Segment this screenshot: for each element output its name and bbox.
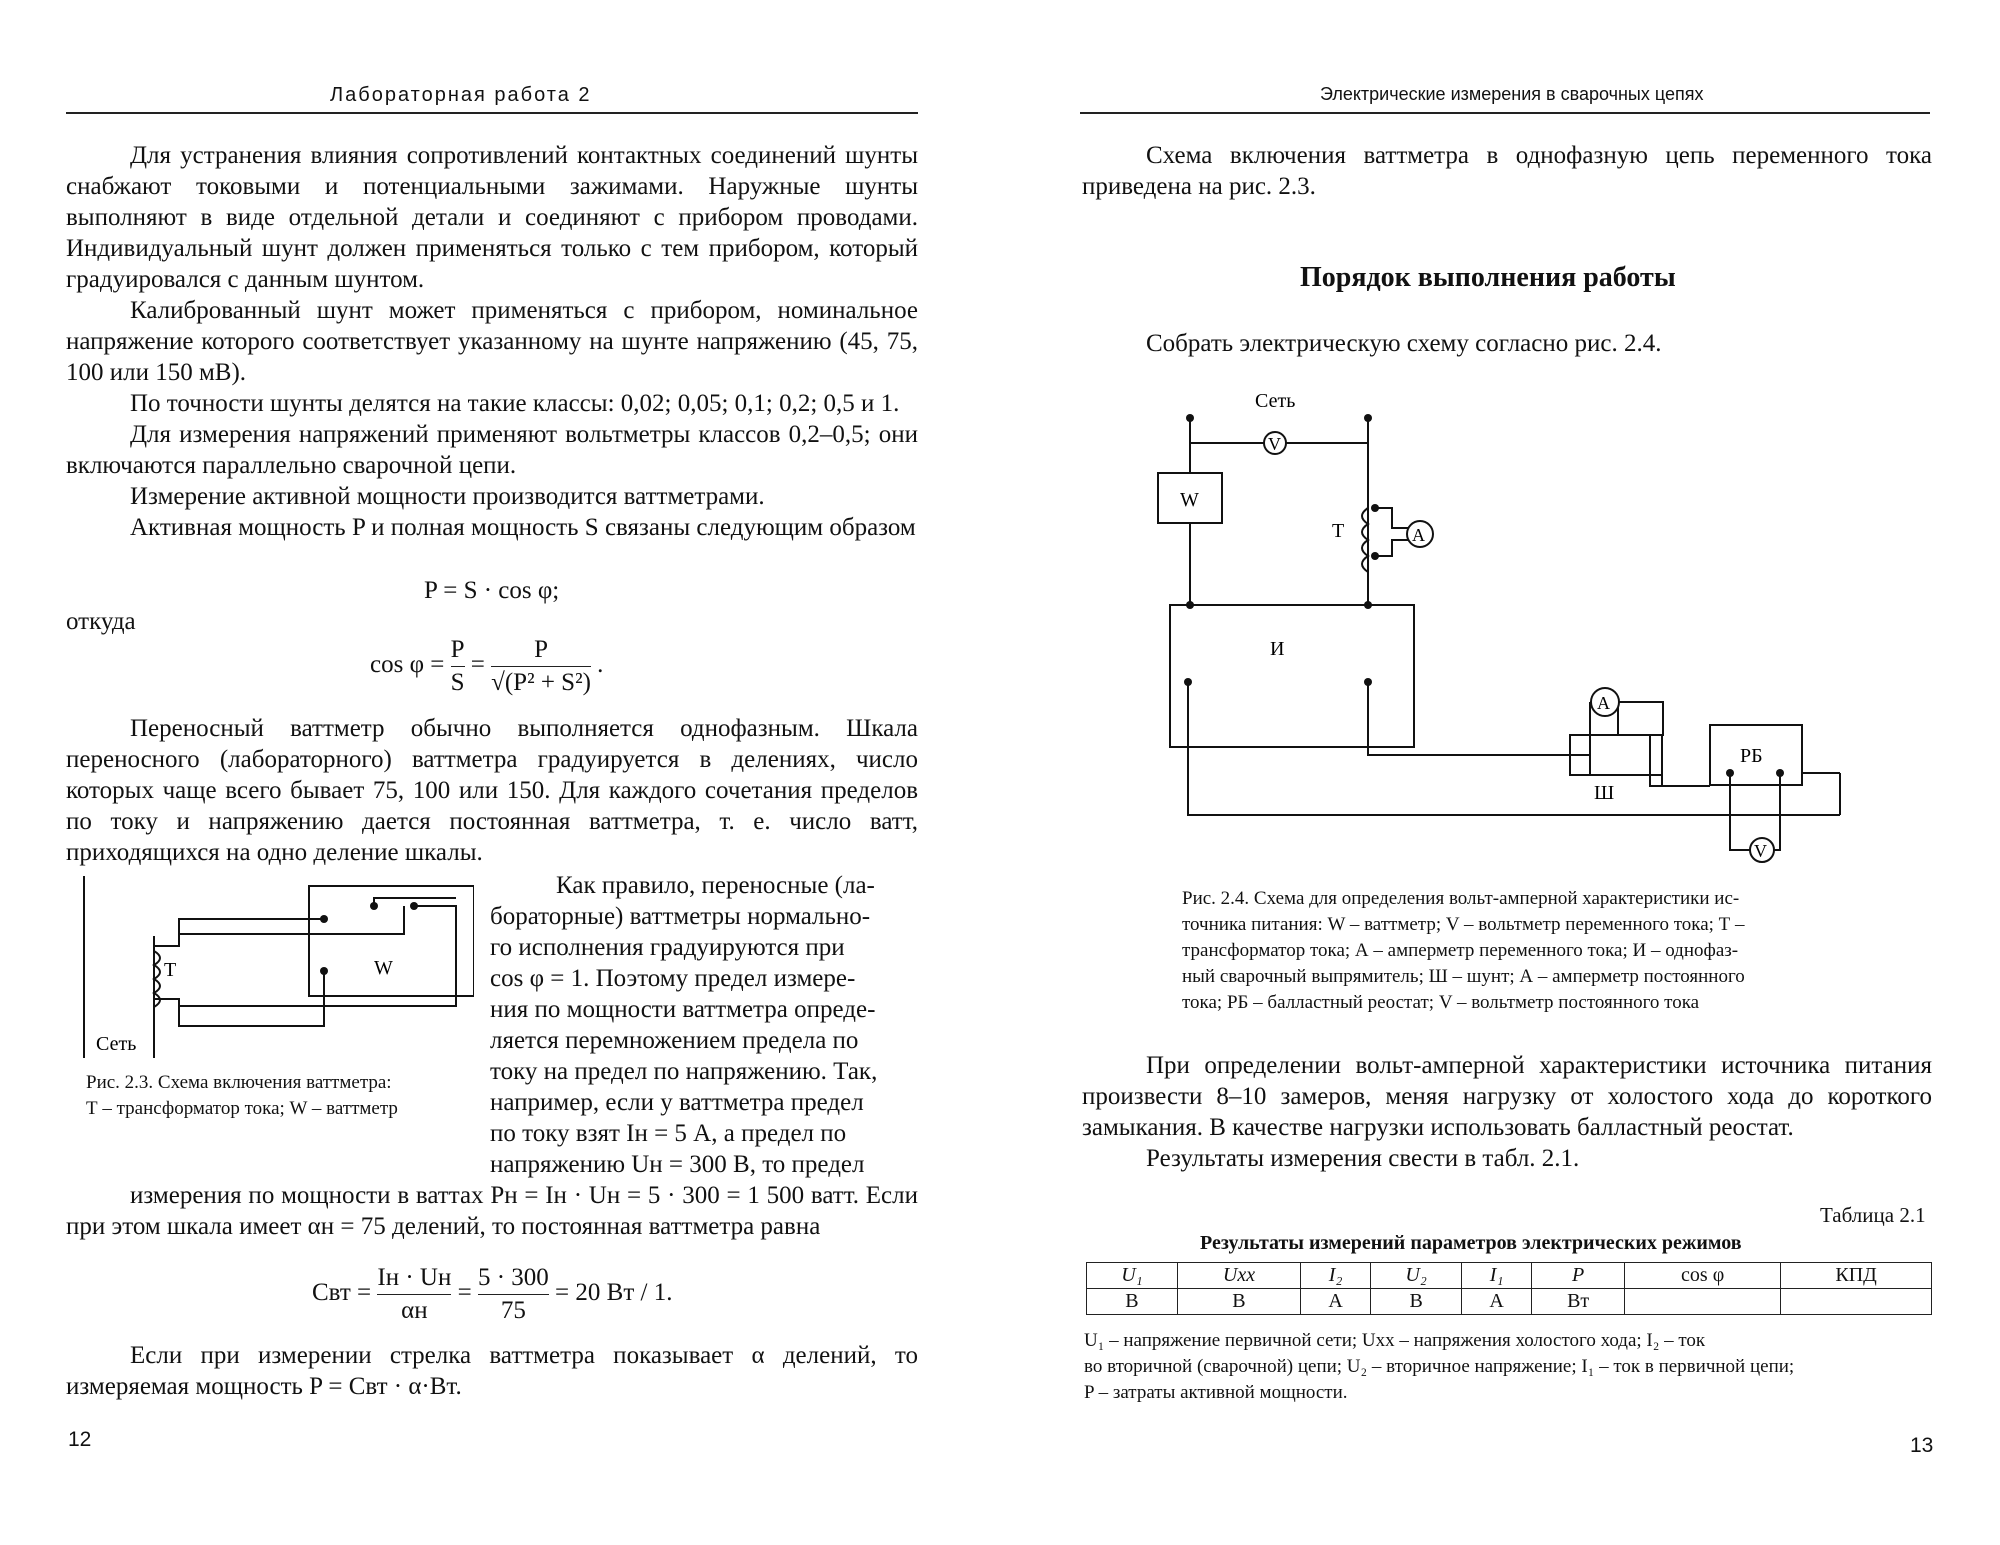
table-header-cell: Uхх [1177,1263,1300,1289]
side-text: Как правило, переносные (ла- бораторные) ваттметры нормально- го исполнения градуируются при cos φ = 1. Поэтому предел измере- ния по мощности ваттметра опреде- ляется перемножением предела по току на предел по напряжению. Так, например, если у ваттметра предел по току взят Iн = 5 А, а предел по напряжению Uн = 300 В, то предел [490,872,878,1178]
formula-lhs: Cвт = [312,1279,372,1307]
paragraph-measured-power: Если при измерении стрелка ваттметра показывает α делений, то измеряемая мощность P = Cвт · α·Вт. [66,1342,918,1400]
table-header-cell: P [1532,1263,1625,1289]
table-header-cell: I₂ [1301,1263,1371,1289]
text-otkuda: откуда [66,608,136,635]
running-header-right: Электрические измерения в сварочных цепях [1320,84,1704,104]
wattmeter-label: W [374,957,393,979]
figure-2-4-diagram [1150,380,1850,870]
table-cell: В [1177,1289,1300,1315]
rheostat-label: РБ [1740,745,1763,767]
figure-2-4-caption: Рис. 2.4. Схема для определения вольт-амперной характеристики ис- точника питания: W – ваттметр; V – вольтметр переменного тока; Т – трансформатор тока; А – амперметр переменного тока; И – однофаз- ный сварочный выпрямитель; Ш – шунт; А – амперметр постоянного тока; РБ – балластный реостат; V – вольтметр постоянного тока [1182,888,1745,1013]
formula-wattmeter-constant: Cвт = $\frac{Iн \cdot Uн}{\alpha н}$ = $\frac{5 \cdot 300}{75}$ = 20 Вт / 1. [312,1262,672,1327]
shunt-label: Ш [1594,782,1615,804]
wattmeter-label: W [1180,489,1199,511]
table-cell: В [1371,1289,1462,1315]
ac-voltmeter-label: V [1268,434,1281,454]
figure-2-3-diagram [74,876,474,1058]
paragraph-results: Результаты измерения свести в табл. 2.1. [1146,1145,1580,1172]
paragraph-power-relation: Активная мощность P и полная мощность S связаны следующим образом [130,514,916,541]
paragraph-voltmeters: Для измерения напряжений применяют вольтметры классов 0,2–0,5; они включаются параллельно сварочной цепи. [66,421,918,479]
table-header-cell: I₁ [1462,1263,1532,1289]
table-header-cell: U₁ [1087,1263,1178,1289]
paragraph-calibrated-shunt: Калиброванный шунт может применяться с прибором, номинальное напряжение которого соответствует указанному на шунте напряжению (45, 75, 100 или 150 мВ). [66,297,918,386]
header-rule [66,112,918,114]
table-header-cell: cos φ [1625,1263,1781,1289]
formula-power: P = S · cos φ; [424,577,560,604]
table-cell: Вт [1532,1289,1625,1315]
fraction-p-sqrt: $\frac{P}{\text{√(P² + S²)}}$ [491,634,591,699]
table-title: Результаты измерений параметров электрических режимов [1200,1232,1742,1254]
table-header-cell: КПД [1781,1263,1932,1289]
paragraph-shunts: Для устранения влияния сопротивлений контактных соединений шунты снабжают токовыми и потенциальными зажимами. Наружные шунты выполняют в виде отдельной детали и соединяют с прибором проводами. Индивидуальный шунт должен применяться только с тем прибором, который градуировался с данным шунтом. [66,142,918,293]
table-cell: А [1462,1289,1532,1315]
right-page [1000,0,2000,1545]
paragraph-power-limit: измерения по мощности в ваттах Pн = Iн · Uн = 5 · 300 = 1 500 ватт. Если при этом шкала имеет αн = 75 делений, то постоянная ваттметра равна [66,1182,918,1240]
table-cell: А [1301,1289,1371,1315]
wattmeter-box [309,886,474,996]
net-label: Сеть [96,1033,137,1055]
dc-voltmeter-label: V [1754,841,1767,861]
transformer-label: T [1332,520,1345,542]
rectifier-label: И [1270,638,1285,660]
rectifier-box [1170,605,1414,747]
ac-ammeter-label: A [1412,525,1425,545]
paragraph-measurements: При определении вольт-амперной характеристики источника питания произвести 8–10 замеров, меняя нагрузку от холостого хода до короткого замыкания. В качестве нагрузки использовать балластный реостат. [1082,1052,1932,1141]
instruction-text: Собрать электрическую схему согласно рис. 2.4. [1146,330,1662,357]
table-cell: В [1087,1289,1178,1315]
paragraph-portable-wattmeter: Переносный ваттметр обычно выполняется однофазным. Шкала переносного (лабораторного) ваттметра градуируется в делениях, число которых чаще всего бывает 75, 100 или 150. Для каждого сочетания пределов по току и напряжению дается постоянная ваттметра, т. е. число ватт, приходящихся на одно деление шкалы. [66,715,918,866]
dc-ammeter-label: A [1597,693,1610,713]
table-note: U₁ – напряжение первичной сети; Uхх – напряжения холостого хода; I₂ – ток во вторичной (сварочной) цепи; U₂ – вторичное напряжение; I₁ – ток в первичной цепи; P – затраты активной мощности. [1084,1330,1795,1403]
table-label: Таблица 2.1 [1820,1203,1926,1227]
results-table [1086,1262,1932,1315]
page-number-right: 13 [1910,1434,1934,1457]
table-units-row [1087,1289,1932,1315]
fraction-in-un: $\frac{Iн \cdot Uн}{\alpha н}$ [377,1262,451,1327]
transformer-label: T [164,959,177,981]
figure-2-3-caption-1: Рис. 2.3. Схема включения ваттметра: [86,1072,392,1093]
paragraph-wattmeter-scheme: Схема включения ваттметра в однофазную цепь переменного тока приведена на рис. 2.3. [1082,142,1932,200]
formula-lhs: cos φ = [370,651,445,679]
fraction-p-s: $\frac{P}{S}$ [451,634,465,699]
formula-cos-phi: cos φ = $\frac{P}{S}$ = $\frac{P}{\text{√(P² + S²)}}$ . [370,634,603,699]
header-rule [1080,112,1930,114]
figure-2-3-caption-2: Т – трансформатор тока; W – ваттметр [86,1098,398,1119]
table-header-row [1087,1263,1932,1289]
section-title: Порядок выполнения работы [1300,262,1676,293]
table-cell [1625,1289,1781,1315]
running-header-left: Лабораторная работа 2 [330,84,592,106]
fraction-values: $\frac{5 \cdot 300}{75}$ [478,1262,549,1327]
paragraph-accuracy-classes: По точности шунты делятся на такие классы: 0,02; 0,05; 0,1; 0,2; 0,5 и 1. [130,390,900,417]
net-label: Сеть [1255,390,1296,412]
table-cell [1781,1289,1932,1315]
table-header-cell: U₂ [1371,1263,1462,1289]
page-number-left: 12 [68,1428,92,1451]
paragraph-active-power: Измерение активной мощности производится ваттметрами. [130,483,765,510]
